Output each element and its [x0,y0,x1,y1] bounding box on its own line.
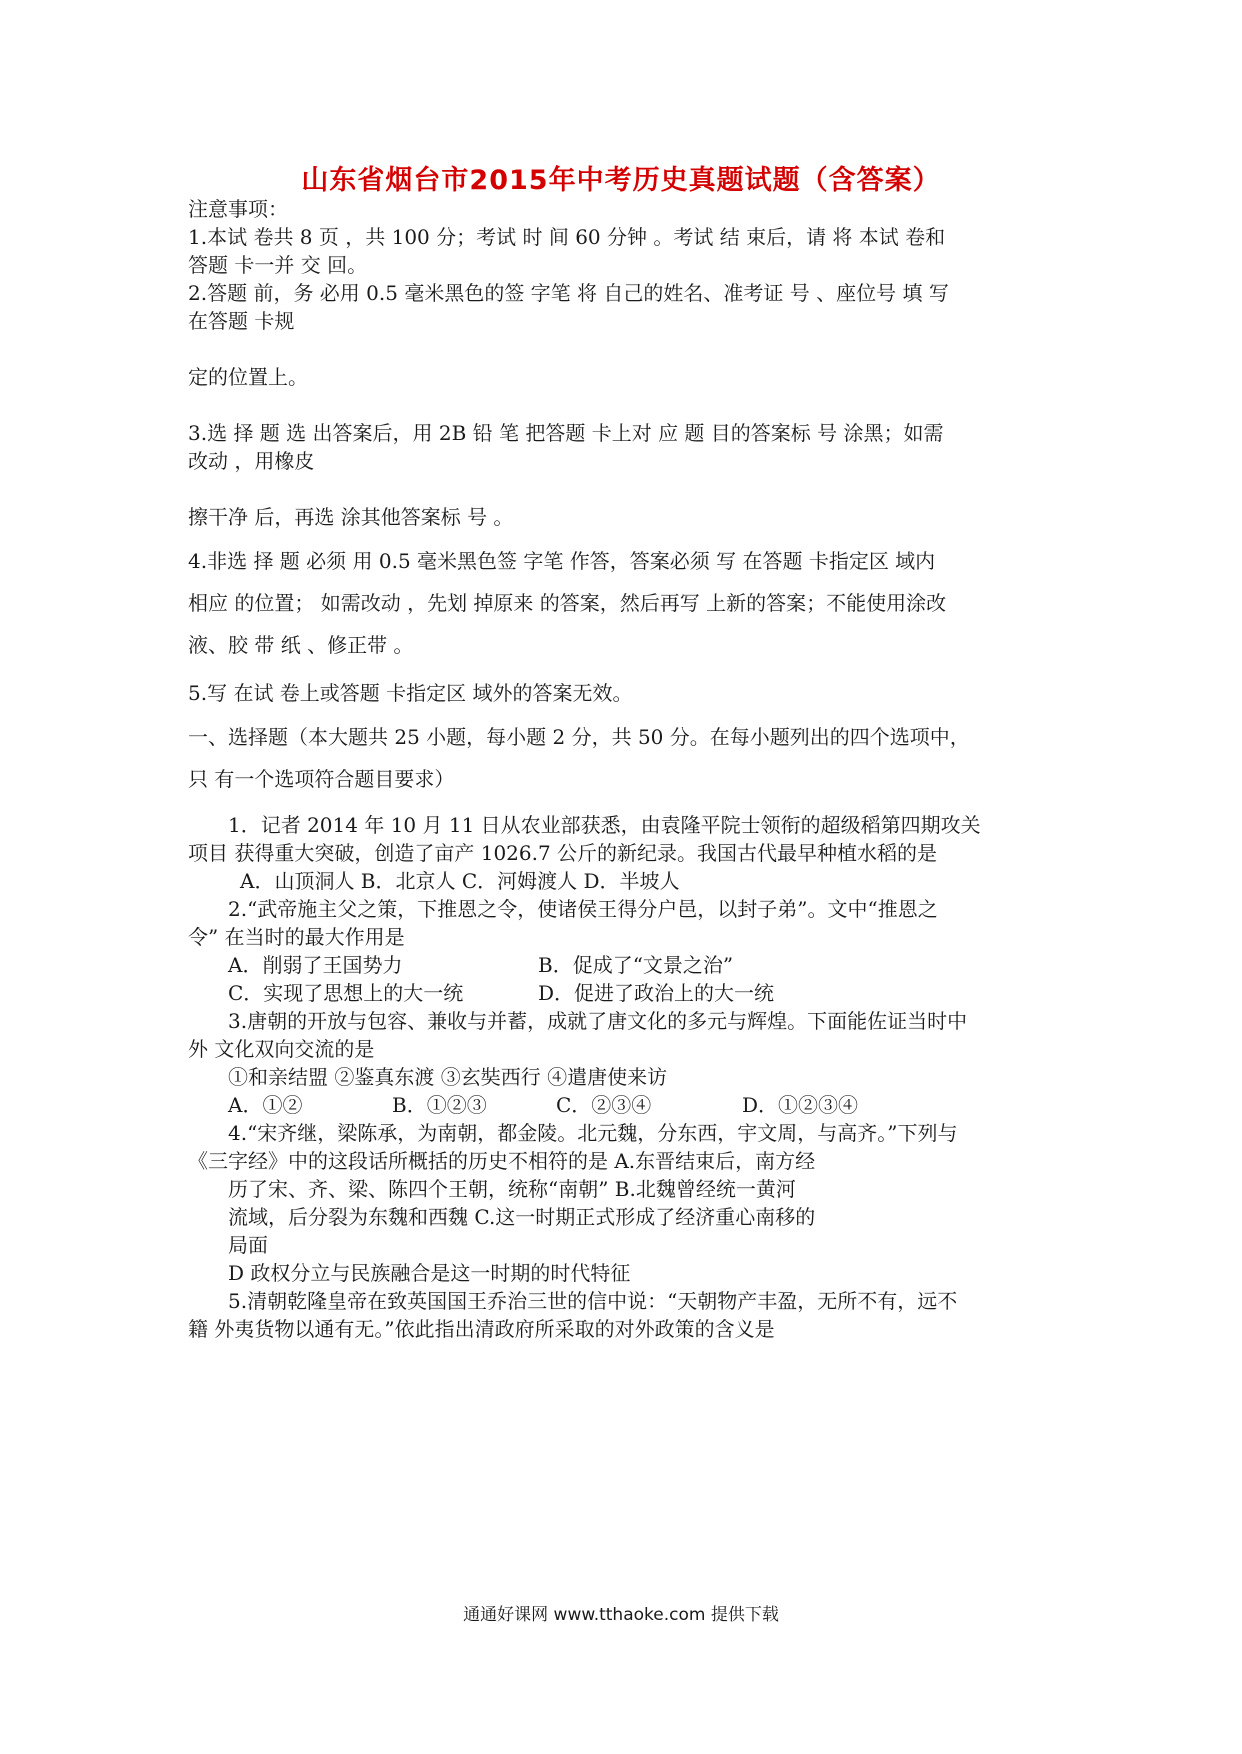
document-title: 山东省烟台市2015年中考历史真题试题（含答案） [301,165,941,196]
section-heading: 一、选择题（本大题共 25 小题，每小题 2 分，共 50 分。在每小题列出的四个选项中， [188,725,970,749]
question-3: 3.唐朝的开放与包容、兼收与并蓄，成就了唐文化的多元与辉煌。下面能佐证当时中 [228,1009,968,1033]
question-1: 1．记者 2014 年 10 月 11 日从农业部获悉，由袁隆平院士领衔的超级稻第四期攻关 [228,813,981,837]
question-5: 5.清朝乾隆皇帝在致英国国王乔治三世的信中说：“天朝物产丰盈，无所不有，远不 [228,1289,958,1313]
option-c: C．实现了思想上的大一统 [228,981,464,1005]
option-b: B．促成了“文景之治” [538,953,734,977]
text-line: 在答题 卡规 [188,309,295,333]
text-line: D 政权分立与民族融合是这一时期的时代特征 [228,1261,631,1285]
text-line: 答题 卡一并 交 回。 [188,253,368,277]
text-line: 《三字经》中的这段话所概括的历史不相符的是 A.东晋结束后，南方经 [188,1149,816,1173]
text-line: 5.写 在试 卷上或答题 卡指定区 域外的答案无效。 [188,681,633,705]
text-line: 历了宋、齐、梁、陈四个王朝，统称“南朝” B.北魏曾经统一黄河 [228,1177,796,1201]
text-line: 局面 [228,1233,268,1257]
notice-heading: 注意事项： [188,197,288,221]
answer-options: A．山顶洞人 B．北京人 C．河姆渡人 D．半坡人 [240,869,680,893]
text-line: 4.非选 择 题 必须 用 0.5 毫米黑色签 字笔 作答，答案必须 写 在答题 卡指定区 域内 [188,549,936,573]
question-2: 2.“武帝施主父之策，下推恩之令，使诸侯王得分户邑，以封子弟”。文中“推恩之 [228,897,938,921]
text-line: 1.本试 卷共 8 页 ，共 100 分；考试 时 间 60 分钟 。考试 结 束后，请 将 本试 卷和 [188,225,946,249]
option-b: B．①②③ [392,1093,487,1117]
text-line: 籍 外夷货物以通有无。”依此指出清政府所采取的对外政策的含义是 [188,1317,775,1341]
page-footer: 通通好课网 www.tthaoke.com 提供下载 [463,1605,779,1625]
text-line: 擦干净 后，再选 涂其他答案标 号 。 [188,505,514,529]
option-d: D．①②③④ [742,1093,859,1117]
text-line: 改动 ，用橡皮 [188,449,315,473]
text-line: 流域，后分裂为东魏和西魏 C.这一时期正式形成了经济重心南移的 [228,1205,816,1229]
text-line: 液、胶 带 纸 、修正带 。 [188,633,414,657]
text-line: 2.答题 前，务 必用 0.5 毫米黑色的签 字笔 将 自己的姓名、准考证 号 、座位号 填 写 [188,281,949,305]
text-line: 令” 在当时的最大作用是 [188,925,405,949]
option-d: D．促进了政治上的大一统 [538,981,775,1005]
text-line: 3.选 择 题 选 出答案后，用 2B 铅 笔 把答题 卡上对 应 题 目的答案标 号 涂黑；如需 [188,421,944,445]
answer-items: ①和亲结盟 ②鉴真东渡 ③玄奘西行 ④遣唐使来访 [228,1065,668,1089]
text-line: 定的位置上。 [188,365,308,389]
question-4: 4.“宋齐继，梁陈承，为南朝，都金陵。北元魏，分东西，宇文周，与高齐。”下列与 [228,1121,958,1145]
option-a: A．削弱了王国势力 [228,953,403,977]
text-line: 相应 的位置； 如需改动 ，先划 掉原来 的答案，然后再写 上新的答案；不能使用涂改 [188,591,947,615]
text-line: 项目 获得重大突破，创造了亩产 1026.7 公斤的新纪录。我国古代最早种植水稻的是 [188,841,938,865]
text-line: 外 文化双向交流的是 [188,1037,375,1061]
text-line: 只 有一个选项符合题目要求） [188,767,455,791]
option-a: A．①② [228,1093,303,1117]
option-c: C．②③④ [556,1093,652,1117]
